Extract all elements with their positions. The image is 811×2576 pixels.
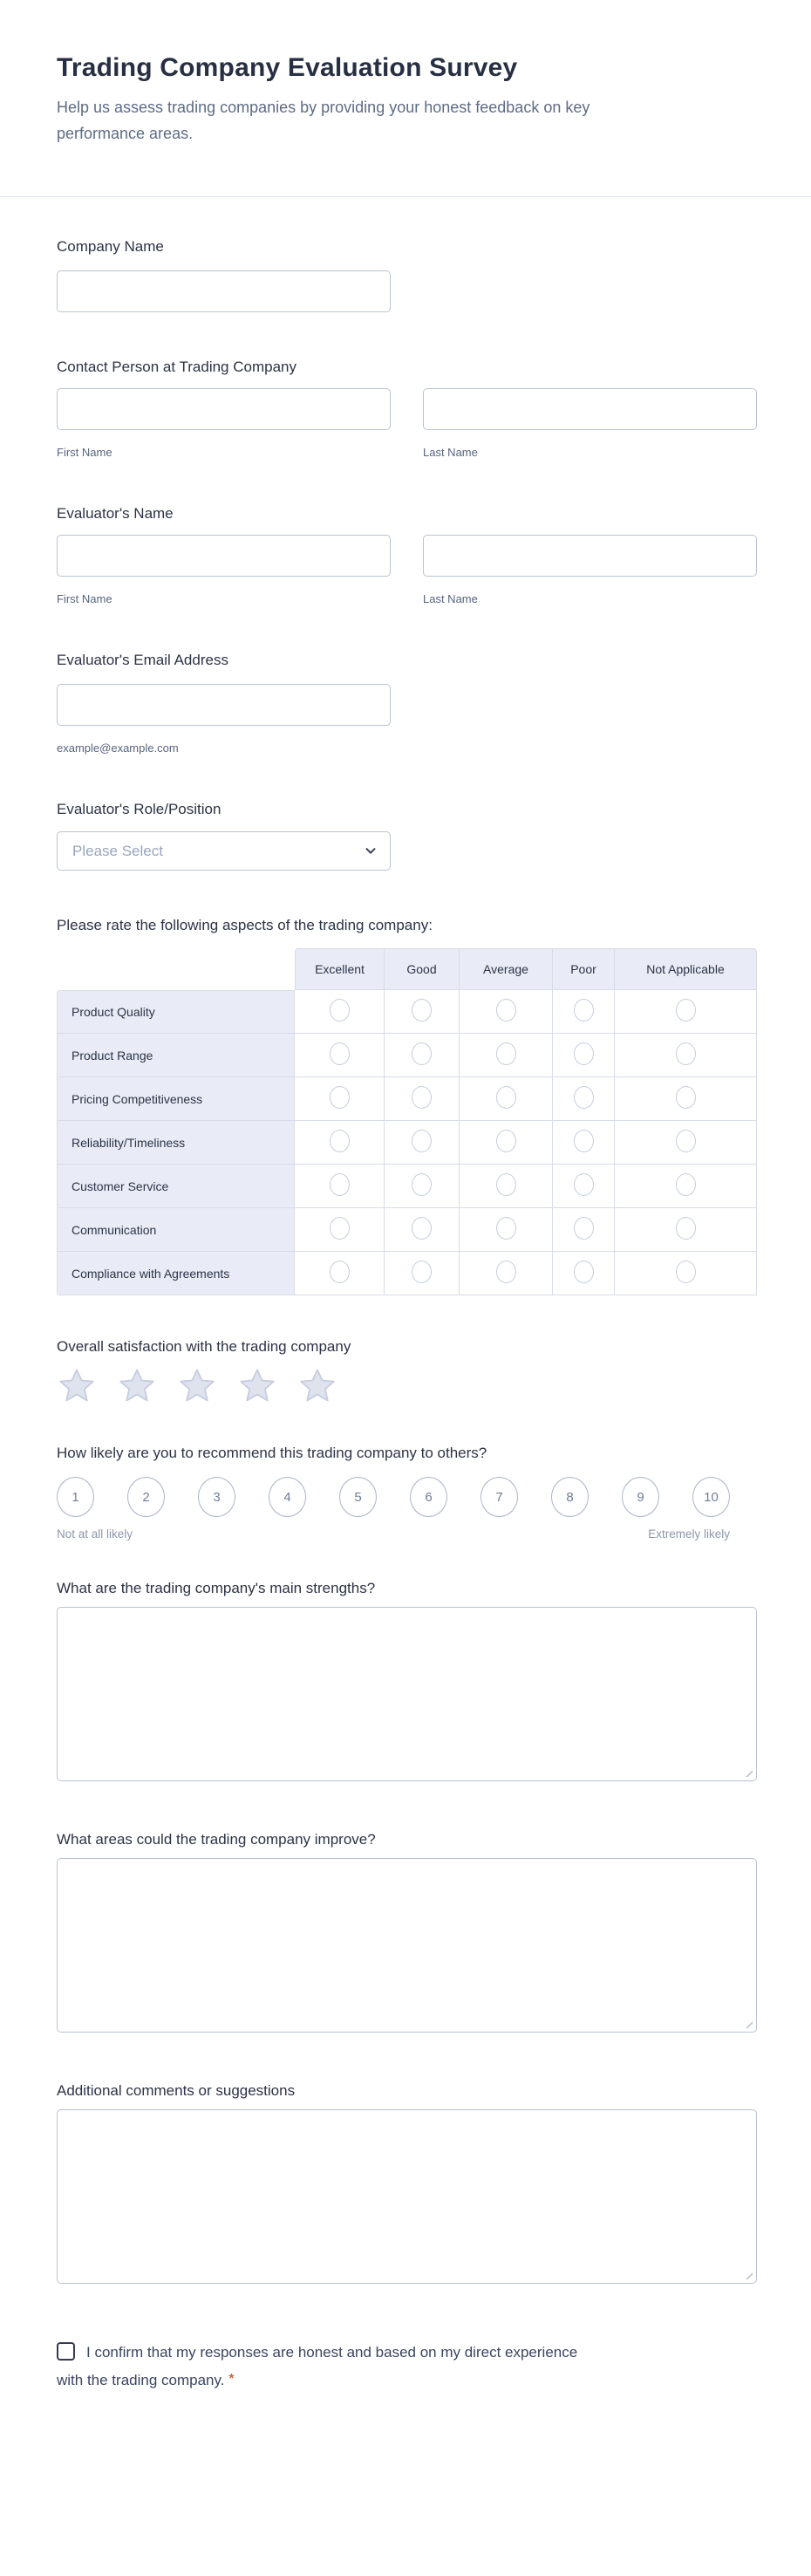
matrix-radio-cell [385, 1077, 460, 1121]
matrix-radio[interactable] [330, 1130, 350, 1152]
matrix-radio[interactable] [574, 1130, 594, 1152]
matrix-radio-cell [553, 1121, 615, 1165]
evaluator-first-name-sublabel: First Name [57, 592, 112, 605]
question-company-name [57, 237, 757, 312]
scale-option[interactable]: 2 [127, 1477, 165, 1517]
matrix-header-row [57, 948, 757, 990]
question-contact-person [57, 358, 757, 459]
matrix-radio-cell [460, 1165, 553, 1208]
matrix-radio-cell [295, 1121, 385, 1165]
question-role [57, 800, 757, 871]
contact-last-name-sublabel: Last Name [423, 446, 478, 459]
matrix-radio[interactable] [574, 1261, 594, 1283]
matrix-radio[interactable] [412, 1086, 432, 1109]
matrix-radio-cell [553, 1165, 615, 1208]
matrix-radio[interactable] [330, 1217, 350, 1240]
matrix-column-header: Not Applicable [615, 948, 757, 990]
page-title: Trading Company Evaluation Survey [57, 53, 518, 82]
matrix-radio[interactable] [676, 1261, 696, 1283]
matrix-radio[interactable] [574, 1217, 594, 1240]
matrix-radio[interactable] [574, 1042, 594, 1065]
matrix-label: Please rate the following aspects of the trading company: [57, 917, 433, 933]
matrix-radio-cell [553, 1208, 615, 1252]
contact-first-name-input[interactable] [57, 388, 391, 430]
role-select[interactable] [57, 831, 391, 871]
matrix-column-header: Good [385, 948, 460, 990]
matrix-radio-cell [295, 1165, 385, 1208]
matrix-radio[interactable] [496, 1086, 516, 1109]
matrix-row [57, 1252, 757, 1295]
survey-form [0, 237, 811, 2394]
matrix-radio[interactable] [676, 1130, 696, 1152]
evaluator-first-name-input[interactable] [57, 535, 391, 577]
question-email [57, 651, 757, 755]
comments-textarea[interactable] [57, 2109, 757, 2284]
rating-matrix-table [57, 948, 757, 1295]
evaluator-last-name-input[interactable] [423, 535, 757, 577]
improve-textarea-wrap [57, 1858, 757, 2033]
star-icon[interactable] [117, 1367, 157, 1405]
page-subtitle: Help us assess trading companies by providing your honest feedback on key performance areas. [57, 99, 590, 142]
scale-option[interactable]: 1 [57, 1477, 94, 1517]
confirmation-section [57, 2340, 597, 2394]
matrix-column-header: Average [460, 948, 553, 990]
matrix-radio[interactable] [496, 1173, 516, 1196]
matrix-radio-cell [615, 1121, 757, 1165]
improve-label: What areas could the trading company improve? [57, 1831, 376, 1848]
matrix-radio[interactable] [496, 1261, 516, 1283]
scale-option[interactable]: 3 [198, 1477, 235, 1517]
question-satisfaction [57, 1337, 757, 1405]
matrix-radio-cell [615, 1208, 757, 1252]
matrix-row-label: Communication [57, 1208, 295, 1252]
matrix-radio[interactable] [574, 1086, 594, 1109]
confirmation-row [57, 2344, 577, 2388]
confirmation-checkbox[interactable] [57, 2342, 75, 2361]
matrix-radio-cell [460, 1252, 553, 1295]
matrix-radio-cell [460, 990, 553, 1034]
company-name-input[interactable] [57, 270, 391, 312]
question-recommend [57, 1444, 757, 1541]
matrix-radio-cell [615, 990, 757, 1034]
matrix-radio[interactable] [412, 1042, 432, 1065]
recommend-scale [57, 1477, 730, 1517]
matrix-radio[interactable] [496, 1130, 516, 1152]
matrix-radio-cell [385, 990, 460, 1034]
question-evaluator-name [57, 504, 757, 605]
matrix-radio-cell [385, 1121, 460, 1165]
comments-label: Additional comments or suggestions [57, 2082, 296, 2099]
matrix-radio-cell [460, 1121, 553, 1165]
star-icon[interactable] [177, 1367, 217, 1405]
matrix-radio-cell [460, 1208, 553, 1252]
comments-textarea-wrap [57, 2109, 757, 2284]
matrix-radio[interactable] [412, 1173, 432, 1196]
required-asterisk: * [228, 2371, 235, 2386]
matrix-radio-cell [460, 1077, 553, 1121]
matrix-radio-cell [385, 1252, 460, 1295]
matrix-radio-cell [553, 1252, 615, 1295]
matrix-radio-cell [295, 1034, 385, 1077]
matrix-column-header: Excellent [295, 948, 385, 990]
role-select-wrap [57, 831, 391, 871]
matrix-corner-cell [57, 948, 295, 990]
matrix-radio[interactable] [330, 1173, 350, 1196]
matrix-radio-cell [385, 1208, 460, 1252]
matrix-row [57, 1121, 757, 1165]
scale-option[interactable]: 7 [480, 1477, 518, 1517]
matrix-radio-cell [460, 1034, 553, 1077]
contact-last-name-input[interactable] [423, 388, 757, 430]
scale-option[interactable]: 5 [339, 1477, 377, 1517]
matrix-radio[interactable] [330, 1086, 350, 1109]
matrix-radio[interactable] [574, 1173, 594, 1196]
matrix-radio[interactable] [676, 999, 696, 1022]
star-icon[interactable] [57, 1367, 97, 1405]
matrix-radio[interactable] [330, 999, 350, 1022]
matrix-radio[interactable] [496, 999, 516, 1022]
contact-first-name-sublabel: First Name [57, 446, 112, 459]
matrix-row-label: Product Range [57, 1034, 295, 1077]
improve-textarea[interactable] [57, 1858, 757, 2033]
strengths-textarea-wrap [57, 1607, 757, 1781]
matrix-row-label: Compliance with Agreements [57, 1252, 295, 1295]
question-strengths [57, 1579, 757, 1781]
matrix-row [57, 1165, 757, 1208]
recommend-scale-captions [57, 1527, 730, 1541]
role-label: Evaluator's Role/Position [57, 801, 221, 817]
contact-last-name-col [423, 388, 757, 459]
matrix-row [57, 1208, 757, 1252]
matrix-row [57, 1077, 757, 1121]
star-icon[interactable] [297, 1367, 337, 1405]
matrix-radio[interactable] [330, 1042, 350, 1065]
scale-option[interactable]: 6 [410, 1477, 447, 1517]
scale-option[interactable]: 9 [622, 1477, 659, 1517]
evaluator-last-name-sublabel: Last Name [423, 592, 478, 605]
matrix-radio-cell [295, 1252, 385, 1295]
matrix-radio-cell [385, 1165, 460, 1208]
matrix-row [57, 990, 757, 1034]
matrix-radio-cell [615, 1165, 757, 1208]
matrix-radio-cell [295, 1077, 385, 1121]
evaluator-last-name-col [423, 535, 757, 605]
matrix-radio[interactable] [496, 1042, 516, 1065]
matrix-radio[interactable] [496, 1217, 516, 1240]
contact-first-name-col [57, 388, 391, 459]
email-sublabel: example@example.com [57, 741, 179, 755]
matrix-radio[interactable] [412, 1261, 432, 1283]
matrix-radio-cell [553, 1034, 615, 1077]
evaluator-name-label: Evaluator's Name [57, 505, 174, 522]
scale-max-label: Extremely likely [648, 1527, 730, 1541]
matrix-body [57, 990, 757, 1295]
scale-option[interactable]: 8 [551, 1477, 589, 1517]
satisfaction-label: Overall satisfaction with the trading company [57, 1338, 351, 1355]
matrix-radio[interactable] [412, 999, 432, 1022]
matrix-radio[interactable] [330, 1261, 350, 1283]
matrix-row-label: Reliability/Timeliness [57, 1121, 295, 1165]
strengths-textarea[interactable] [57, 1607, 757, 1781]
question-comments [57, 2081, 757, 2284]
strengths-label: What are the trading company's main strengths? [57, 1580, 376, 1596]
star-icon[interactable] [237, 1367, 277, 1405]
matrix-radio-cell [553, 990, 615, 1034]
recommend-label: How likely are you to recommend this trading company to others? [57, 1445, 487, 1461]
question-rating-matrix [57, 916, 757, 1295]
matrix-column-header: Poor [553, 948, 615, 990]
form-header [0, 0, 811, 147]
evaluator-name-row [57, 535, 757, 605]
matrix-radio-cell [615, 1034, 757, 1077]
matrix-radio[interactable] [676, 1086, 696, 1109]
header-divider [0, 196, 811, 197]
matrix-radio[interactable] [412, 1130, 432, 1152]
scale-option[interactable]: 4 [269, 1477, 306, 1517]
confirmation-label: I confirm that my responses are honest and based on my direct experience with the trading company. [57, 2344, 578, 2388]
matrix-radio[interactable] [676, 1042, 696, 1065]
matrix-radio[interactable] [676, 1173, 696, 1196]
contact-person-name-row [57, 388, 757, 459]
scale-option[interactable]: 10 [692, 1477, 730, 1517]
matrix-radio[interactable] [676, 1217, 696, 1240]
matrix-row-label: Customer Service [57, 1165, 295, 1208]
scale-min-label: Not at all likely [57, 1527, 133, 1541]
matrix-row-label: Pricing Competitiveness [57, 1077, 295, 1121]
star-rating [57, 1367, 757, 1405]
question-improve [57, 1830, 757, 2033]
evaluator-first-name-col [57, 535, 391, 605]
matrix-radio-cell [615, 1252, 757, 1295]
matrix-radio[interactable] [574, 999, 594, 1022]
matrix-radio[interactable] [412, 1217, 432, 1240]
email-label: Evaluator's Email Address [57, 652, 228, 668]
matrix-row [57, 1034, 757, 1077]
matrix-radio-cell [615, 1077, 757, 1121]
matrix-radio-cell [295, 1208, 385, 1252]
matrix-radio-cell [553, 1077, 615, 1121]
matrix-row-label: Product Quality [57, 990, 295, 1034]
email-input[interactable] [57, 684, 391, 726]
matrix-radio-cell [385, 1034, 460, 1077]
contact-person-label: Contact Person at Trading Company [57, 359, 296, 375]
company-name-label: Company Name [57, 238, 164, 255]
matrix-radio-cell [295, 990, 385, 1034]
